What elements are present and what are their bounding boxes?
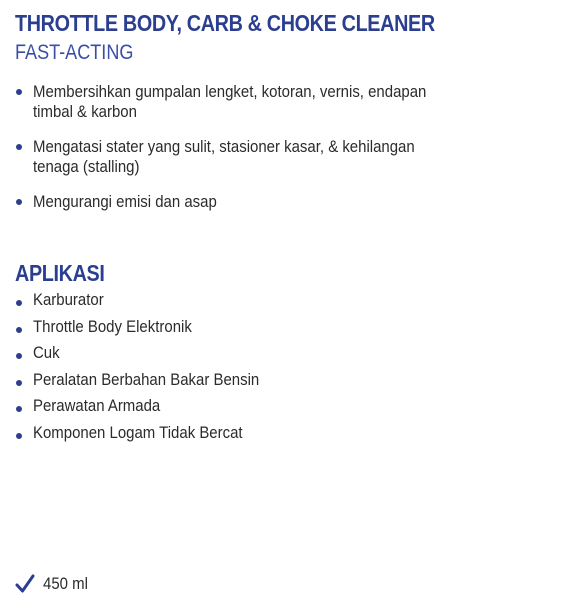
bullet-icon bbox=[16, 199, 22, 205]
volume-info bbox=[15, 574, 94, 594]
checkmark-icon bbox=[15, 574, 35, 594]
application-text: Throttle Body Elektronik bbox=[33, 316, 192, 336]
application-text: Peralatan Berbahan Bakar Bensin bbox=[33, 369, 260, 389]
bullet-icon bbox=[16, 144, 22, 150]
product-subtitle: FAST-ACTING bbox=[15, 41, 134, 64]
bullet-icon bbox=[16, 89, 22, 95]
application-text: Cuk bbox=[33, 343, 60, 362]
bullet-icon bbox=[16, 433, 22, 439]
application-item bbox=[15, 343, 290, 370]
feature-list bbox=[15, 82, 485, 227]
feature-item bbox=[15, 192, 485, 212]
application-text: Karburator bbox=[33, 290, 104, 309]
application-text: Komponen Logam Tidak Bercat bbox=[33, 422, 243, 442]
bullet-icon bbox=[16, 380, 22, 386]
application-item bbox=[15, 317, 290, 344]
bullet-icon bbox=[16, 353, 22, 359]
feature-text: Mengurangi emisi dan asap bbox=[33, 192, 217, 211]
applications-heading: APLIKASI bbox=[15, 260, 105, 286]
feature-text: Mengatasi stater yang sulit, stasioner kasar, & kehilangan tenaga (stalling) bbox=[33, 137, 415, 176]
application-item bbox=[15, 290, 290, 317]
application-text: Perawatan Armada bbox=[33, 396, 161, 415]
product-title: THROTTLE BODY, CARB & CHOKE CLEANER bbox=[15, 10, 435, 36]
bullet-icon bbox=[16, 327, 22, 333]
feature-item bbox=[15, 137, 485, 177]
application-item bbox=[15, 396, 290, 423]
bullet-icon bbox=[16, 300, 22, 306]
volume-text: 450 ml bbox=[43, 574, 88, 593]
applications-list bbox=[15, 290, 290, 449]
application-item bbox=[15, 423, 290, 450]
application-item bbox=[15, 370, 290, 397]
bullet-icon bbox=[16, 406, 22, 412]
feature-text: Membersihkan gumpalan lengket, kotoran, vernis, endapan timbal & karbon bbox=[33, 82, 427, 121]
feature-item bbox=[15, 82, 485, 122]
